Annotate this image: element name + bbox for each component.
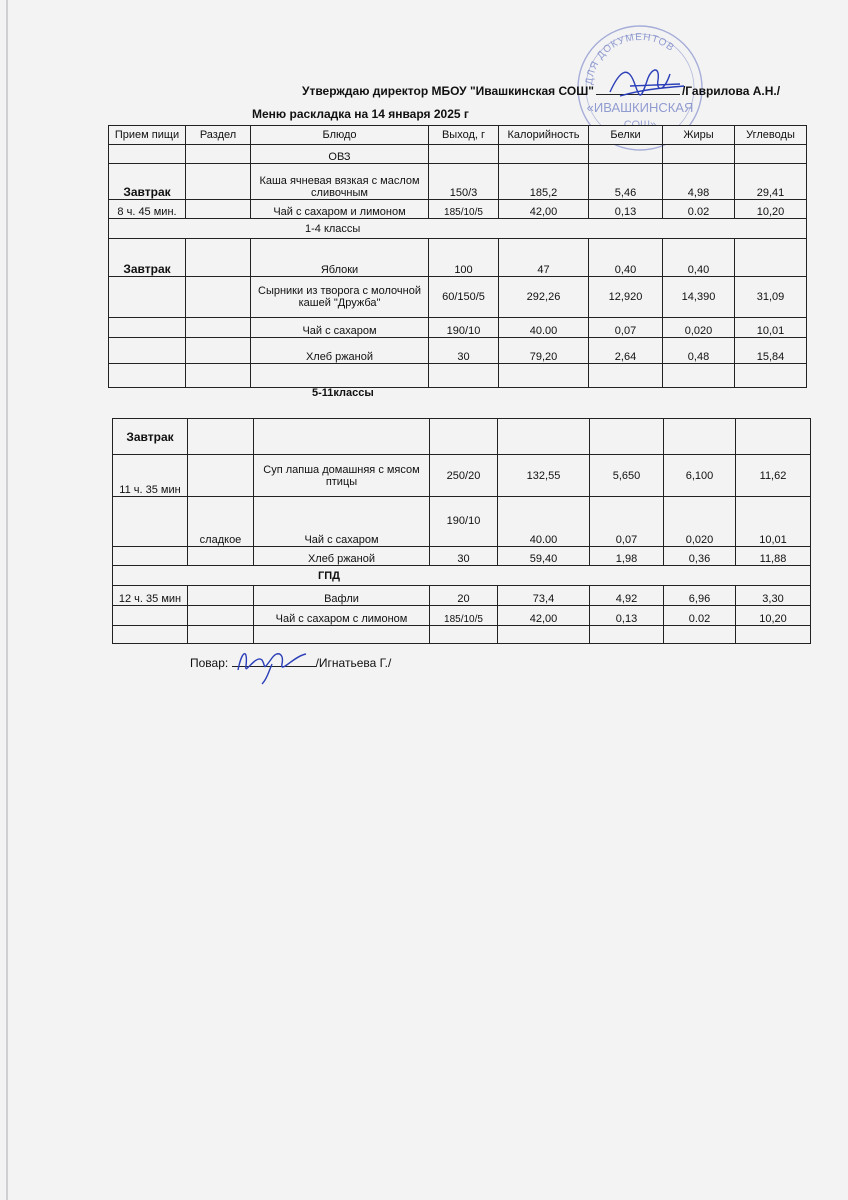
protein: 0,07 <box>589 318 663 338</box>
carbs: 15,84 <box>735 338 807 364</box>
output: 150/3 <box>429 164 499 200</box>
dish: Вафли <box>254 586 430 606</box>
output: 30 <box>429 338 499 364</box>
output: 30 <box>430 547 498 566</box>
section <box>188 547 254 566</box>
dish: Чай с сахаром и лимоном <box>251 200 429 219</box>
section-label-5-11: 5-11классы <box>312 387 374 399</box>
col-header: Жиры <box>663 126 735 145</box>
carbs: 11,62 <box>736 455 811 497</box>
fat: 14,390 <box>663 277 735 318</box>
carbs: 10,01 <box>736 497 811 547</box>
stamp-line1: ДЛЯ ДОКУМЕНТОВ <box>584 31 677 86</box>
table-row <box>109 277 807 318</box>
meal-time: 11 ч. 35 мин <box>113 455 188 497</box>
table-row <box>113 547 811 566</box>
col-header: Блюдо <box>251 126 429 145</box>
approval-line <box>302 84 780 98</box>
section-gpd: ГПД <box>113 566 811 586</box>
carbs: 31,09 <box>735 277 807 318</box>
output: 190/10 <box>430 497 498 547</box>
scan-edge <box>6 0 8 1200</box>
protein: 2,64 <box>589 338 663 364</box>
fat: 0,36 <box>664 547 736 566</box>
menu-table-bottom <box>112 418 811 644</box>
calories: 59,40 <box>498 547 590 566</box>
col-header: Раздел <box>186 126 251 145</box>
section-row <box>109 219 807 239</box>
calories: 292,26 <box>499 277 589 318</box>
table-row <box>113 497 811 547</box>
calories: 40.00 <box>499 318 589 338</box>
dish: Хлеб ржаной <box>254 547 430 566</box>
cook-label: Повар: <box>190 656 229 670</box>
output: 60/150/5 <box>429 277 499 318</box>
empty-row <box>113 626 811 644</box>
output: 250/20 <box>430 455 498 497</box>
fat: 0.02 <box>663 200 735 219</box>
protein: 0,13 <box>590 606 664 626</box>
table-row <box>109 318 807 338</box>
col-header: Углеводы <box>735 126 807 145</box>
col-header: Прием пищи <box>109 126 186 145</box>
cook-signature <box>232 640 312 686</box>
output: 190/10 <box>429 318 499 338</box>
calories: 185,2 <box>499 164 589 200</box>
section-row <box>109 145 807 164</box>
dish: Каша ячневая вязкая с маслом сливочным <box>251 164 429 200</box>
dish: Чай с сахаром <box>251 318 429 338</box>
table-row <box>113 586 811 606</box>
protein: 1,98 <box>590 547 664 566</box>
fat: 4,98 <box>663 164 735 200</box>
meal-name: Завтрак <box>109 239 186 277</box>
calories: 79,20 <box>499 338 589 364</box>
dish: Хлеб ржаной <box>251 338 429 364</box>
dish: Яблоки <box>251 239 429 277</box>
cook-name: /Игнатьева Г./ <box>315 656 392 670</box>
dish: Чай с сахаром с лимоном <box>254 606 430 626</box>
table-row <box>109 338 807 364</box>
director-name: /Гаврилова А.Н./ <box>681 84 781 98</box>
calories: 47 <box>499 239 589 277</box>
menu-table-top <box>108 125 807 388</box>
fat: 6,100 <box>664 455 736 497</box>
section: сладкое <box>188 497 254 547</box>
fat: 0,020 <box>664 497 736 547</box>
carbs: 10,20 <box>735 200 807 219</box>
page-title: Меню раскладка на 14 января 2025 г <box>252 107 469 121</box>
col-header: Калорийность <box>499 126 589 145</box>
carbs <box>735 239 807 277</box>
carbs: 10,01 <box>735 318 807 338</box>
section-row <box>113 566 811 586</box>
col-header: Белки <box>589 126 663 145</box>
dish: Чай с сахаром <box>254 497 430 547</box>
meal-name: Завтрак <box>113 419 188 455</box>
protein: 12,920 <box>589 277 663 318</box>
fat: 0,020 <box>663 318 735 338</box>
calories: 132,55 <box>498 455 590 497</box>
meal-time: 8 ч. 45 мин. <box>109 200 186 219</box>
fat: 0,40 <box>663 239 735 277</box>
protein: 5,650 <box>590 455 664 497</box>
output: 20 <box>430 586 498 606</box>
approval-text: Утверждаю директор МБОУ "Ивашкинская СОШ" <box>302 84 594 98</box>
table-row <box>113 419 811 455</box>
meal-time: 12 ч. 35 мин <box>113 586 188 606</box>
output: 185/10/5 <box>429 200 499 219</box>
calories: 42,00 <box>499 200 589 219</box>
table-header-row <box>109 126 807 145</box>
table-row <box>109 200 807 219</box>
carbs: 3,30 <box>736 586 811 606</box>
protein: 0,07 <box>590 497 664 547</box>
dish: Сырники из творога с молочной кашей "Дружба" <box>251 277 429 318</box>
protein: 5,46 <box>589 164 663 200</box>
output: 185/10/5 <box>430 606 498 626</box>
table-row <box>109 164 807 200</box>
fat: 0,48 <box>663 338 735 364</box>
dish: Суп лапша домашняя с мясом птицы <box>254 455 430 497</box>
section <box>188 455 254 497</box>
section-1-4: 1-4 классы <box>109 219 807 239</box>
carbs: 10,20 <box>736 606 811 626</box>
empty-row <box>109 364 807 388</box>
fat: 0.02 <box>664 606 736 626</box>
carbs: 11,88 <box>736 547 811 566</box>
section-ovz: ОВЗ <box>251 145 429 164</box>
calories: 40.00 <box>498 497 590 547</box>
col-header: Выход, г <box>429 126 499 145</box>
table-row <box>109 239 807 277</box>
table-row <box>113 455 811 497</box>
protein: 0,40 <box>589 239 663 277</box>
fat: 6,96 <box>664 586 736 606</box>
output: 100 <box>429 239 499 277</box>
calories: 73,4 <box>498 586 590 606</box>
carbs: 29,41 <box>735 164 807 200</box>
calories: 42,00 <box>498 606 590 626</box>
table-row <box>113 606 811 626</box>
meal-name: Завтрак <box>109 164 186 200</box>
protein: 0,13 <box>589 200 663 219</box>
protein: 4,92 <box>590 586 664 606</box>
director-signature <box>600 62 690 108</box>
stamp-line2: «ИВАШКИНСКАЯ <box>586 100 694 115</box>
